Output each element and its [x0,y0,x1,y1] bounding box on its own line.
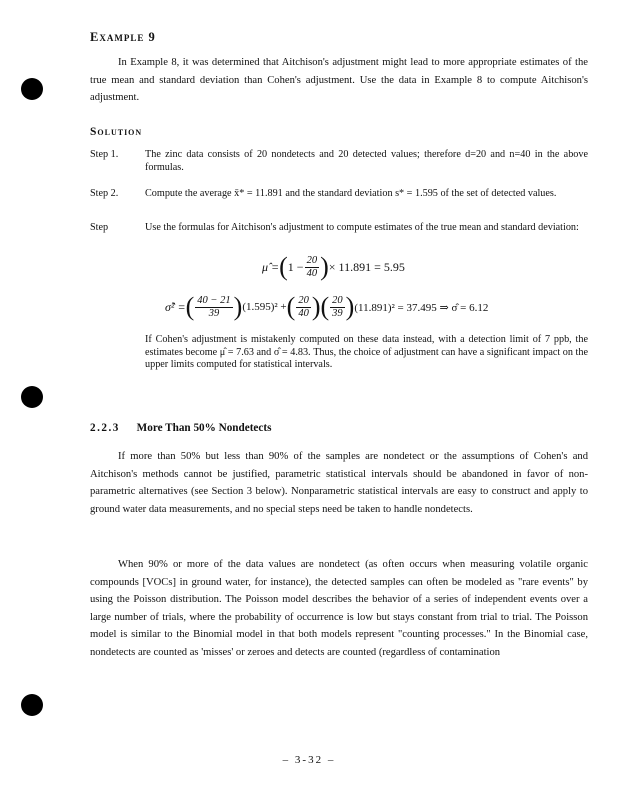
eq-fraction: $\frac{40 - 21}{39}$ [197,294,231,319]
page-number: – 3-32 – [282,754,336,766]
section-number: 2.2.3 [90,422,120,434]
paragraph: When 90% or more of the data values are nondetect (as often occurs when measuring volatile organic compounds [VOCs] in ground water, for instance), the detected samples can often be modeled as "rare events" by using the Poisson distribution. The Poisson model describes the behavior of a series of independent events over a large number of trials, where the probability of occurrence is low but stays constant from trial to trial. The Poisson model is similar to the Binomial model in that both models represent "counting processes." In the Binomial case, nondetects are counted as 'misses' or zeroes and detects are counted (regardless of contamination [90,559,588,658]
equation-mean: μ̂ = ( 1 − $\frac{20}{40}$ ) × 11.891 = 5.95 [262,252,405,281]
step-text: The zinc data consists of 20 nondetects and 20 detected values; therefore d=20 and n=40 in the above formulas. [145,149,588,173]
cohen-note: If Cohen's adjustment is mistakenly computed on these data instead, with a detection limit of 7 ppb, the estimates become μ̂ = 7.63 and σ̂ = 4.83. Thus, the choice of adjustment can have a significant impact on the upper limits computed for statistical intervals. [145,334,588,370]
eq-term: (11.891)² = 37.495 ⇒ σ̂ = 6.12 [354,301,489,314]
paragraph: If more than 50% but less than 90% of the samples are nondetect or the assumptions of Cohen's and Aitchison's methods cannot be justified, parametric statistical intervals should be abandoned in favor of non-parametric alternatives (see Section 3 below). Nonparametric statistical intervals are easy to construct and apply to ground water data measurements, and no special steps need be taken to handle nondetects. [90,451,588,515]
eq-fraction: $\frac{20}{40}$ [298,294,309,319]
eq-fraction: $\frac{20}{40}$ [306,254,318,279]
binder-hole [21,78,43,100]
step-label: Step 1. [90,149,119,160]
solution-title: Solution [90,126,143,138]
eq-fraction: $\frac{20}{39}$ [332,294,343,319]
step-2 [90,187,588,215]
eq-lhs: μ̂ = [262,259,280,274]
step-label: Step [90,222,109,233]
intro-paragraph: In Example 8, it was determined that Aitchison's adjustment might lead to more appropriate estimates of the true mean and standard deviation than Cohen's adjustment. Use the data in Example 8 to compute Aitchison's adjustment. [90,57,588,103]
example-title: Example 9 [90,30,156,44]
eq-rest: × 11.891 = 5.95 [328,259,405,274]
section-heading [90,422,271,434]
section-title: More Than 50% Nondetects [136,422,272,434]
step-text: Compute the average x̄* = 11.891 and the standard deviation s* = 1.595 of the set of detected values. [145,188,557,199]
step-1 [90,148,588,176]
equation-variance: σ̂² = ( $\frac{40 - 21}{39}$ ) (1.595)² + ( $\frac{20}{40}$ )( $\frac{20}{39}$ ) (11.891)² = 37.495 ⇒ σ̂ = 6.12 [165,292,489,321]
step-label: Step 2. [90,188,119,199]
binder-hole [21,694,43,716]
binder-hole [21,386,43,408]
step-text: Use the formulas for Aitchison's adjustment to compute estimates of the true mean and standard deviation: [145,222,579,233]
eq-term: (1.595)² + [242,301,287,313]
step-3 [90,221,588,249]
eq-lhs: σ̂² = [165,299,186,314]
eq-one: 1 − [287,259,304,274]
